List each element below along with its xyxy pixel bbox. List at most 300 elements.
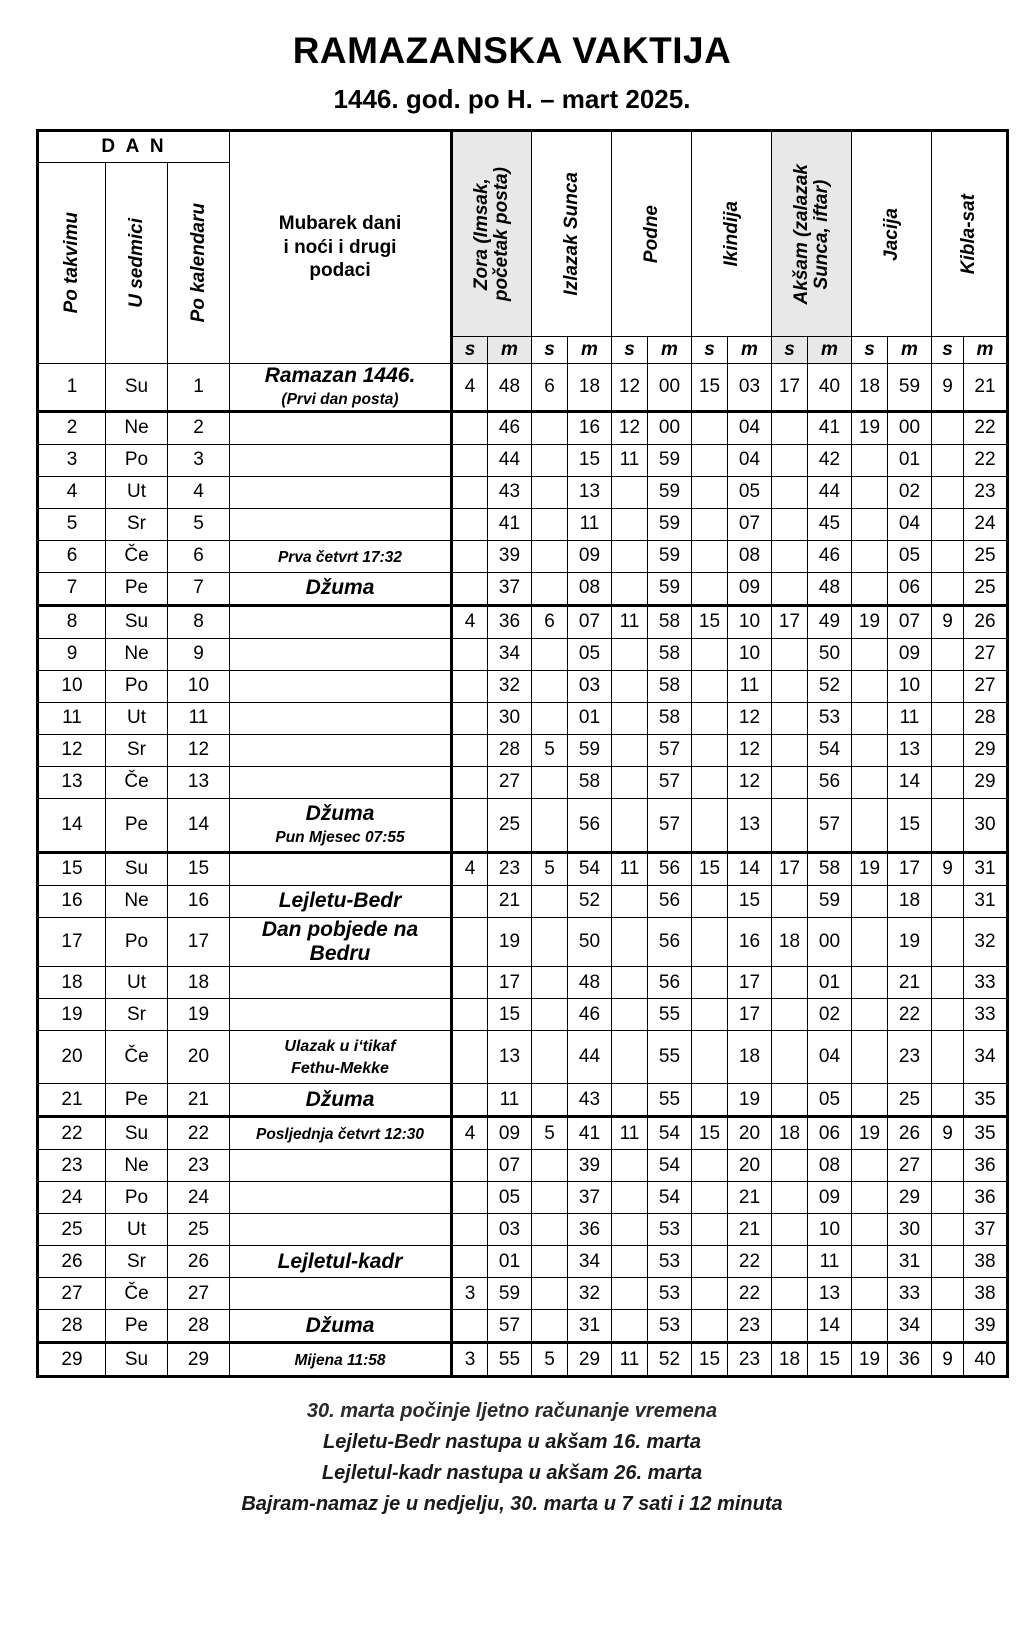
cell-jacija-h: 19 [852,1117,888,1150]
cell-jacija-m: 59 [888,364,932,412]
cell-po-takvimu: 11 [38,702,106,734]
cell-aksam-h [772,1214,808,1246]
cell-aksam-m: 49 [808,605,852,638]
cell-izlazak-h [532,1150,568,1182]
cell-izlazak-m: 15 [568,444,612,476]
cell-podne-m: 58 [648,670,692,702]
cell-kibla-h [932,967,964,999]
table-row [38,1310,1008,1343]
cell-mubarek [230,1278,452,1310]
cell-aksam-h: 17 [772,852,808,885]
cell-jacija-h [852,638,888,670]
cell-podne-m: 56 [648,967,692,999]
cell-izlazak-m: 16 [568,411,612,444]
cell-po-takvimu: 5 [38,508,106,540]
cell-po-kalendaru: 16 [168,885,230,917]
cell-zora-m: 27 [488,766,532,798]
u-sedmici-column-header: U sedmici [106,163,168,364]
cell-zora-h [452,1246,488,1278]
cell-aksam-m: 46 [808,540,852,572]
zora-header-line1: Zora (Imsak, [471,178,493,290]
cell-aksam-h [772,1084,808,1117]
cell-po-kalendaru: 25 [168,1214,230,1246]
cell-jacija-h [852,798,888,852]
cell-mubarek: Mijena 11:58 [230,1343,452,1377]
cell-podne-m: 00 [648,364,692,412]
table-row [38,411,1008,444]
unit-zora-m: m [488,337,532,364]
cell-izlazak-m: 52 [568,885,612,917]
cell-ikindija-m: 10 [728,605,772,638]
cell-po-kalendaru: 17 [168,917,230,966]
cell-jacija-h [852,702,888,734]
cell-zora-h: 4 [452,605,488,638]
cell-mubarek [230,702,452,734]
cell-po-kalendaru: 4 [168,476,230,508]
cell-zora-h [452,967,488,999]
cell-po-kalendaru: 10 [168,670,230,702]
cell-jacija-h [852,999,888,1031]
cell-ikindija-h: 15 [692,1117,728,1150]
footer-line-1: 30. marta počinje ljetno računanje vremena [306,1400,718,1423]
table-row [38,734,1008,766]
cell-izlazak-h [532,540,568,572]
cell-zora-m: 17 [488,967,532,999]
jacija-column-header: Jacija [852,131,932,337]
cell-jacija-h [852,917,888,966]
zora-header-line2: početak posta) [491,166,512,302]
cell-zora-h: 3 [452,1278,488,1310]
table-row [38,605,1008,638]
cell-aksam-m: 05 [808,1084,852,1117]
cell-izlazak-h [532,476,568,508]
cell-aksam-h [772,798,808,852]
table-row [38,766,1008,798]
cell-u-sedmici: Če [106,1031,168,1084]
cell-zora-h [452,999,488,1031]
cell-aksam-h: 17 [772,605,808,638]
cell-po-kalendaru: 12 [168,734,230,766]
cell-izlazak-h [532,917,568,966]
cell-mubarek [230,411,452,444]
cell-kibla-h [932,638,964,670]
cell-podne-h [612,1214,648,1246]
cell-aksam-m: 58 [808,852,852,885]
cell-podne-h: 12 [612,364,648,412]
cell-kibla-m: 33 [964,999,1008,1031]
cell-podne-m: 58 [648,638,692,670]
cell-zora-h [452,444,488,476]
cell-podne-m: 59 [648,540,692,572]
table-row [38,967,1008,999]
cell-aksam-h [772,766,808,798]
cell-jacija-h [852,766,888,798]
cell-jacija-h: 19 [852,411,888,444]
table-row [38,999,1008,1031]
cell-izlazak-m: 39 [568,1150,612,1182]
cell-kibla-m: 35 [964,1084,1008,1117]
cell-ikindija-m: 22 [728,1278,772,1310]
cell-mubarek [230,508,452,540]
cell-izlazak-h [532,1084,568,1117]
cell-zora-m: 13 [488,1031,532,1084]
cell-kibla-m: 25 [964,540,1008,572]
cell-zora-h [452,885,488,917]
cell-jacija-h [852,1310,888,1343]
cell-zora-h [452,1084,488,1117]
cell-kibla-h [932,917,964,966]
cell-zora-h [452,670,488,702]
cell-izlazak-h [532,702,568,734]
cell-izlazak-h [532,444,568,476]
cell-aksam-h [772,411,808,444]
cell-zora-m: 11 [488,1084,532,1117]
cell-kibla-m: 21 [964,364,1008,412]
cell-po-takvimu: 22 [38,1117,106,1150]
cell-ikindija-m: 13 [728,798,772,852]
cell-kibla-m: 35 [964,1117,1008,1150]
cell-aksam-h [772,702,808,734]
cell-u-sedmici: Sr [106,734,168,766]
cell-po-kalendaru: 9 [168,638,230,670]
unit-izlazak-s: s [532,337,568,364]
cell-ikindija-m: 23 [728,1310,772,1343]
cell-kibla-m: 40 [964,1343,1008,1377]
cell-kibla-m: 32 [964,917,1008,966]
cell-izlazak-h: 5 [532,734,568,766]
cell-kibla-h [932,540,964,572]
cell-kibla-m: 31 [964,852,1008,885]
unit-podne-m: m [648,337,692,364]
cell-izlazak-h [532,798,568,852]
cell-u-sedmici: Pe [106,1084,168,1117]
cell-kibla-m: 34 [964,1031,1008,1084]
cell-kibla-h [932,1150,964,1182]
cell-aksam-h [772,1246,808,1278]
cell-podne-m: 57 [648,734,692,766]
cell-po-takvimu: 13 [38,766,106,798]
footer-line-4: Bajram-namaz je u nedjelju, 30. marta u 7 sati i 12 minuta [241,1493,783,1516]
cell-podne-h [612,766,648,798]
cell-u-sedmici: Sr [106,1246,168,1278]
ikindija-column-header: Ikindija [692,131,772,337]
cell-zora-h [452,766,488,798]
cell-po-takvimu: 20 [38,1031,106,1084]
table-row [38,1150,1008,1182]
cell-jacija-m: 23 [888,1031,932,1084]
cell-izlazak-m: 11 [568,508,612,540]
cell-aksam-m: 41 [808,411,852,444]
cell-ikindija-h [692,1084,728,1117]
cell-podne-m: 56 [648,852,692,885]
cell-jacija-h: 18 [852,364,888,412]
cell-izlazak-m: 48 [568,967,612,999]
cell-jacija-h [852,1150,888,1182]
cell-mubarek [230,670,452,702]
cell-jacija-m: 34 [888,1310,932,1343]
cell-po-kalendaru: 2 [168,411,230,444]
cell-ikindija-m: 15 [728,885,772,917]
cell-jacija-h [852,967,888,999]
cell-podne-h [612,885,648,917]
cell-po-takvimu: 17 [38,917,106,966]
cell-kibla-h [932,885,964,917]
cell-aksam-h: 18 [772,1343,808,1377]
cell-aksam-m: 11 [808,1246,852,1278]
cell-po-kalendaru: 6 [168,540,230,572]
cell-izlazak-h: 5 [532,852,568,885]
cell-ikindija-h [692,638,728,670]
cell-zora-m: 36 [488,605,532,638]
unit-izlazak-m: m [568,337,612,364]
cell-ikindija-m: 23 [728,1343,772,1377]
cell-izlazak-m: 31 [568,1310,612,1343]
unit-jacija-m: m [888,337,932,364]
cell-po-takvimu: 16 [38,885,106,917]
table-row [38,364,1008,412]
cell-ikindija-m: 21 [728,1182,772,1214]
cell-ikindija-m: 19 [728,1084,772,1117]
aksam-header-line1: Akšam (zalazak [790,163,812,305]
cell-zora-h [452,1310,488,1343]
cell-jacija-m: 19 [888,917,932,966]
cell-izlazak-h [532,508,568,540]
cell-jacija-m: 09 [888,638,932,670]
cell-aksam-h [772,444,808,476]
table-body [38,364,1008,1377]
cell-kibla-h [932,476,964,508]
cell-zora-h [452,702,488,734]
cell-kibla-m: 25 [964,572,1008,605]
cell-ikindija-m: 05 [728,476,772,508]
cell-izlazak-m: 03 [568,670,612,702]
cell-po-takvimu: 19 [38,999,106,1031]
cell-aksam-h [772,1182,808,1214]
cell-jacija-h [852,540,888,572]
cell-ikindija-m: 12 [728,766,772,798]
cell-jacija-m: 18 [888,885,932,917]
cell-po-kalendaru: 14 [168,798,230,852]
cell-jacija-m: 15 [888,798,932,852]
cell-u-sedmici: Ne [106,411,168,444]
cell-kibla-m: 22 [964,411,1008,444]
cell-aksam-m: 01 [808,967,852,999]
cell-aksam-m: 54 [808,734,852,766]
cell-ikindija-m: 04 [728,411,772,444]
cell-ikindija-m: 21 [728,1214,772,1246]
cell-po-takvimu: 21 [38,1084,106,1117]
cell-mubarek: Džuma [230,572,452,605]
cell-podne-h [612,1246,648,1278]
cell-kibla-m: 39 [964,1310,1008,1343]
cell-ikindija-m: 18 [728,1031,772,1084]
cell-u-sedmici: Pe [106,1310,168,1343]
cell-aksam-m: 14 [808,1310,852,1343]
cell-podne-m: 55 [648,1084,692,1117]
cell-kibla-h [932,798,964,852]
cell-po-takvimu: 28 [38,1310,106,1343]
cell-kibla-h [932,766,964,798]
cell-izlazak-h [532,967,568,999]
cell-zora-m: 32 [488,670,532,702]
cell-zora-m: 23 [488,852,532,885]
cell-ikindija-m: 10 [728,638,772,670]
cell-jacija-m: 27 [888,1150,932,1182]
kibla-column-header: Kibla-sat [932,131,1008,337]
cell-zora-m: 43 [488,476,532,508]
cell-aksam-m: 57 [808,798,852,852]
cell-u-sedmici: Su [106,852,168,885]
cell-ikindija-m: 17 [728,999,772,1031]
cell-zora-h [452,572,488,605]
cell-po-kalendaru: 23 [168,1150,230,1182]
cell-mubarek [230,766,452,798]
cell-zora-h [452,1214,488,1246]
cell-jacija-m: 06 [888,572,932,605]
cell-jacija-h [852,1031,888,1084]
cell-aksam-m: 04 [808,1031,852,1084]
cell-ikindija-m: 03 [728,364,772,412]
cell-ikindija-h [692,540,728,572]
cell-ikindija-m: 12 [728,734,772,766]
cell-ikindija-m: 07 [728,508,772,540]
cell-u-sedmici: Če [106,1278,168,1310]
cell-aksam-m: 13 [808,1278,852,1310]
cell-izlazak-m: 18 [568,364,612,412]
cell-aksam-m: 48 [808,572,852,605]
cell-aksam-m: 15 [808,1343,852,1377]
cell-jacija-m: 02 [888,476,932,508]
cell-mubarek: Ramazan 1446. (Prvi dan posta) [230,364,452,412]
cell-kibla-h [932,1031,964,1084]
podne-column-header: Podne [612,131,692,337]
cell-izlazak-h: 6 [532,364,568,412]
cell-jacija-m: 33 [888,1278,932,1310]
cell-po-kalendaru: 11 [168,702,230,734]
cell-podne-h [612,638,648,670]
cell-jacija-h [852,1182,888,1214]
cell-kibla-m: 37 [964,1214,1008,1246]
cell-po-kalendaru: 8 [168,605,230,638]
unit-aksam-m: m [808,337,852,364]
unit-zora-s: s [452,337,488,364]
cell-zora-m: 25 [488,798,532,852]
cell-kibla-h [932,411,964,444]
cell-zora-h [452,1150,488,1182]
unit-podne-s: s [612,337,648,364]
cell-izlazak-h [532,1182,568,1214]
cell-mubarek: Džuma [230,1310,452,1343]
cell-jacija-m: 05 [888,540,932,572]
cell-kibla-h [932,670,964,702]
cell-podne-h [612,734,648,766]
cell-u-sedmici: Su [106,605,168,638]
cell-podne-h: 11 [612,605,648,638]
cell-ikindija-m: 16 [728,917,772,966]
cell-jacija-m: 10 [888,670,932,702]
cell-aksam-h [772,476,808,508]
cell-aksam-m: 44 [808,476,852,508]
cell-ikindija-h: 15 [692,852,728,885]
cell-podne-m: 59 [648,508,692,540]
cell-u-sedmici: Če [106,766,168,798]
table-row [38,1117,1008,1150]
cell-u-sedmici: Če [106,540,168,572]
cell-aksam-m: 02 [808,999,852,1031]
cell-kibla-m: 29 [964,734,1008,766]
cell-izlazak-h [532,1310,568,1343]
cell-po-takvimu: 24 [38,1182,106,1214]
cell-aksam-m: 42 [808,444,852,476]
cell-ikindija-h [692,444,728,476]
cell-ikindija-h [692,885,728,917]
cell-kibla-m: 38 [964,1246,1008,1278]
cell-jacija-h [852,1278,888,1310]
cell-ikindija-h [692,1031,728,1084]
cell-aksam-h: 18 [772,1117,808,1150]
cell-po-takvimu: 3 [38,444,106,476]
cell-po-takvimu: 29 [38,1343,106,1377]
cell-ikindija-h [692,476,728,508]
cell-zora-h: 3 [452,1343,488,1377]
cell-mubarek [230,605,452,638]
cell-podne-m: 57 [648,766,692,798]
cell-jacija-m: 26 [888,1117,932,1150]
cell-ikindija-h [692,1246,728,1278]
cell-kibla-h [932,508,964,540]
cell-jacija-m: 29 [888,1182,932,1214]
mubarek-column-header [230,131,452,364]
cell-aksam-m: 08 [808,1150,852,1182]
page-title: RAMAZANSKA VAKTIJA [292,30,732,71]
cell-u-sedmici: Su [106,364,168,412]
cell-u-sedmici: Pe [106,798,168,852]
cell-podne-h [612,1084,648,1117]
cell-podne-h [612,1278,648,1310]
cell-zora-m: 01 [488,1246,532,1278]
cell-po-kalendaru: 5 [168,508,230,540]
cell-kibla-m: 33 [964,967,1008,999]
cell-izlazak-m: 43 [568,1084,612,1117]
cell-zora-m: 28 [488,734,532,766]
cell-po-takvimu: 14 [38,798,106,852]
izlazak-column-header: Izlazak Sunca [532,131,612,337]
cell-jacija-m: 17 [888,852,932,885]
table-head [38,131,1008,364]
cell-kibla-m: 26 [964,605,1008,638]
cell-u-sedmici: Su [106,1117,168,1150]
cell-ikindija-m: 20 [728,1150,772,1182]
cell-mubarek [230,638,452,670]
cell-po-kalendaru: 26 [168,1246,230,1278]
cell-u-sedmici: Po [106,670,168,702]
mubarek-header-line3: podaci [309,260,371,282]
cell-kibla-m: 22 [964,444,1008,476]
cell-aksam-m: 45 [808,508,852,540]
cell-ikindija-m: 12 [728,702,772,734]
cell-jacija-m: 00 [888,411,932,444]
cell-podne-h [612,798,648,852]
cell-zora-h [452,540,488,572]
cell-ikindija-h: 15 [692,1343,728,1377]
cell-ikindija-h [692,798,728,852]
cell-po-takvimu: 9 [38,638,106,670]
po-kalendaru-column-header: Po kalendaru [168,163,230,364]
cell-zora-m: 15 [488,999,532,1031]
po-takvimu-column-header: Po takvimu [38,163,106,364]
mubarek-header-line1: Mubarek dani [278,212,402,234]
cell-jacija-m: 22 [888,999,932,1031]
